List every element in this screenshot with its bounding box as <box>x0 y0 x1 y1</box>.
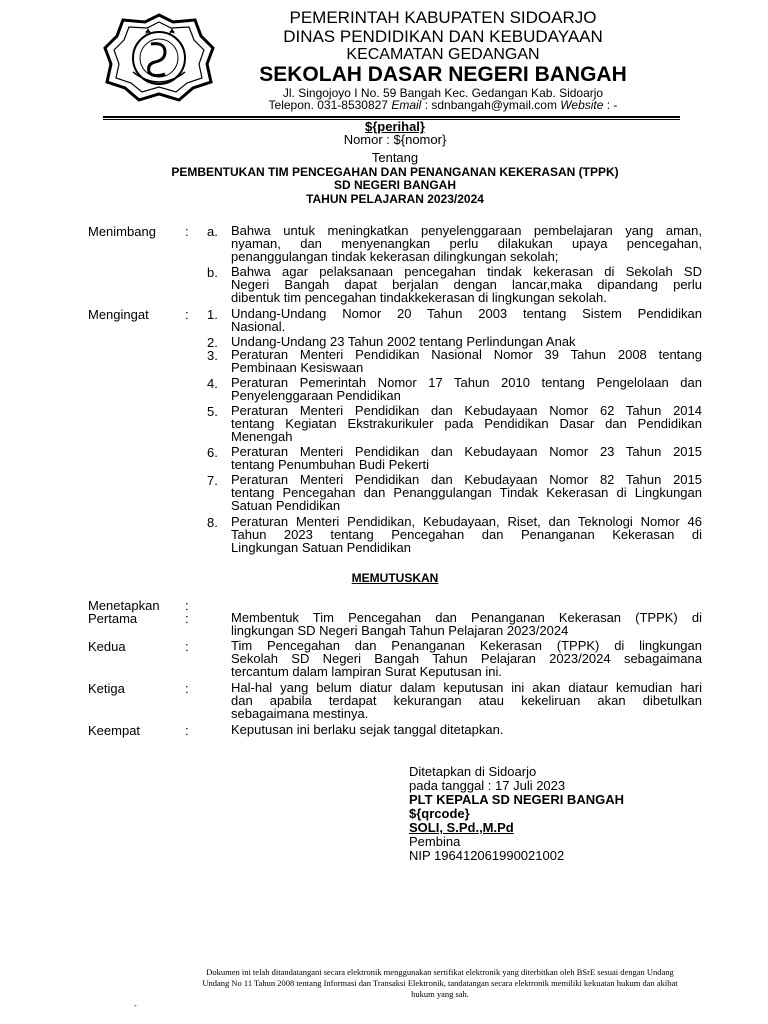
kedua-colon: : <box>185 639 189 654</box>
text-line: Bahwa untuk meningkatkan penyelenggaraan pembelajaran yang aman, <box>231 223 702 238</box>
text-line: penanggulangan tindak kekerasan dilingkungan sekolah; <box>231 249 559 264</box>
text-line: Sekolah SD Negeri Bangah Tahun Pelajaran 2023/2024 sebagaimana <box>231 651 702 666</box>
text-line: Peraturan Menteri Pendidikan dan Kebudayaan Nomor 23 Tahun 2015 <box>231 444 702 459</box>
menimbang-num-b: b. <box>207 265 218 280</box>
mengingat-label: Mengingat <box>88 307 149 322</box>
text-line: Peraturan Menteri Pendidikan, Kebudayaan, Riset, dan Teknologi Nomor 46 <box>231 514 702 529</box>
ketiga-colon: : <box>185 681 189 696</box>
signature-position: PLT KEPALA SD NEGERI BANGAH <box>409 792 624 807</box>
signature-nip: NIP 196412061990021002 <box>409 848 565 863</box>
text-line: tercantum dalam lampiran Surat Keputusan ini. <box>231 664 502 679</box>
kop-email-label: Email <box>391 98 422 112</box>
kop-line-kecamatan: KECAMATAN GEDANGAN <box>346 46 540 63</box>
kop-website-label: Website <box>560 98 604 112</box>
text-line: Membentuk Tim Pencegahan dan Penanganan Kekerasan (TPPK) di <box>231 610 702 625</box>
text-line: dan apabila terdapat kekurangan atau kekeliruan akan dibetulkan <box>231 693 702 708</box>
memutuskan-heading: MEMUTUSKAN <box>351 571 439 585</box>
pertama-label: Pertama <box>88 611 138 626</box>
text-line: Undang-Undang Nomor 20 Tahun 2003 tentang Sistem Pendidikan <box>231 306 702 321</box>
text-line: sebagaimana mestinya. <box>231 706 369 721</box>
ketiga-label: Ketiga <box>88 681 125 696</box>
text-line: Peraturan Pemerintah Nomor 17 Tahun 2010 tentang Pengelolaan dan <box>231 375 702 390</box>
mengingat-num-4: 4. <box>207 376 218 391</box>
footer-line: Undang No 11 Tahun 2008 tentang Informasi dan Transaksi Elektronik, tandatangan secara elektronik memiliki kekuatan hukum dan akibat <box>202 978 678 988</box>
keempat-text <box>231 723 702 736</box>
text-line: Lingkungan Satuan Pendidikan <box>231 540 411 555</box>
mengingat-colon: : <box>185 307 189 322</box>
esign-footer-note <box>155 967 725 1000</box>
pertama-colon: : <box>185 611 189 626</box>
kop-phone: Telepon. 031-8530827 <box>268 98 388 112</box>
mengingat-num-6: 6. <box>207 445 218 460</box>
mengingat-num-5: 5. <box>207 404 218 419</box>
tentang-label: Tentang <box>371 150 419 165</box>
text-line: tentang Kegiatan Ekstrakurikuler pada Pendidikan Dasar dan Pendidikan <box>231 416 702 431</box>
signature-name: SOLI, S.Pd.,M.Pd <box>409 820 514 835</box>
text-line: Peraturan Menteri Pendidikan Nasional Nomor 39 Tahun 2008 tentang <box>231 347 702 362</box>
text-line: Peraturan Menteri Pendidikan dan Kebudayaan Nomor 62 Tahun 2014 <box>231 403 702 418</box>
perihal-placeholder: ${perihal} <box>365 119 425 134</box>
text-line: Pembinaan Kesiswaan <box>231 360 364 375</box>
footer-line: Dokumen ini telah ditandatangani secara elektronik menggunakan sertifikat elektronik yang diterbitkan oleh BSrE sesuai dengan Undang <box>206 967 674 977</box>
mengingat-num-2: 2. <box>207 335 218 350</box>
decree-title-line3: TAHUN PELAJARAN 2023/2024 <box>306 192 484 206</box>
keempat-colon: : <box>185 723 189 738</box>
keempat-label: Keempat <box>88 723 141 738</box>
menetapkan-label: Menetapkan <box>88 598 160 613</box>
kop-website-value: : - <box>606 98 618 112</box>
mengingat-item-3 <box>231 348 702 374</box>
text-line: Tim Pencegahan dan Penanganan Kekerasan (TPPK) di lingkungan <box>231 638 702 653</box>
text-line: Satuan Pendidikan <box>231 498 341 513</box>
text-line: tentang Penumbuhan Budi Pekerti <box>231 457 430 472</box>
text-line: Bahwa agar pelaksanaan pencegahan tindak kekerasan di Sekolah SD <box>231 264 702 279</box>
text-line: dibentuk tim pencegahan tindakkekerasan di lingkungan sekolah. <box>231 290 607 305</box>
kedua-label: Kedua <box>88 639 126 654</box>
kop-line-pemerintah: PEMERINTAH KABUPATEN SIDOARJO <box>289 8 597 27</box>
school-seal-logo <box>103 12 215 102</box>
text-line: Undang-Undang 23 Tahun 2002 tentang Perlindungan Anak <box>231 334 576 349</box>
text-line: Menengah <box>231 429 293 444</box>
mengingat-item-8 <box>231 515 702 554</box>
mengingat-item-4 <box>231 376 702 402</box>
menimbang-item-a <box>231 224 702 263</box>
text-line: Peraturan Menteri Pendidikan dan Kebudayaan Nomor 82 Tahun 2015 <box>231 472 702 487</box>
text-line: Negeri Bangah dapat berjalan dengan lancar,maka dipandang perlu <box>231 277 702 292</box>
text-line: nyaman, dan menyenangkan perlu dilakukan upaya pencegahan, <box>231 236 702 251</box>
text-line: Keputusan ini berlaku sejak tanggal ditetapkan. <box>231 722 504 737</box>
signature-date: pada tanggal : 17 Juli 2023 <box>409 778 566 793</box>
mengingat-num-7: 7. <box>207 473 218 488</box>
menimbang-label: Menimbang <box>88 224 156 239</box>
text-line: Tahun 2023 tentang Pencegahan dan Penanganan Kekerasan di <box>231 527 702 542</box>
signature-qrcode-placeholder: ${qrcode} <box>409 806 470 821</box>
text-line: Hal-hal yang belum diatur dalam keputusan ini akan diataur kemudian hari <box>231 680 702 695</box>
menimbang-item-b <box>231 265 702 304</box>
text-line: tentang Pencegahan dan Penanggulangan Tindak Kekerasan di Lingkungan <box>231 485 702 500</box>
mengingat-item-7 <box>231 473 702 512</box>
kedua-text <box>231 639 702 678</box>
menimbang-colon: : <box>185 224 189 239</box>
mengingat-item-5 <box>231 404 702 443</box>
kop-line-dinas: DINAS PENDIDIKAN DAN KEBUDAYAAN <box>283 27 603 46</box>
footer-dash: - <box>134 1001 137 1010</box>
footer-line: hukum yang sah. <box>411 989 469 999</box>
ketiga-text <box>231 681 702 720</box>
mengingat-num-1: 1. <box>207 307 218 322</box>
menetapkan-colon: : <box>185 598 189 613</box>
letterhead-rule-thick <box>103 116 680 118</box>
kop-school-name: SEKOLAH DASAR NEGERI BANGAH <box>259 63 627 86</box>
mengingat-item-6 <box>231 445 702 471</box>
kop-address: Jl. Singojoyo I No. 59 Bangah Kec. Gedangan Kab. Sidoarjo <box>282 86 604 100</box>
text-line: Nasional. <box>231 319 286 334</box>
mengingat-item-1 <box>231 307 702 333</box>
text-line: lingkungan SD Negeri Bangah Tahun Pelajaran 2023/2024 <box>231 623 569 638</box>
kop-email-value: : sdnbangah@ymail.com <box>424 98 557 112</box>
decree-title-line2: SD NEGERI BANGAH <box>333 178 456 192</box>
pertama-text <box>231 611 702 637</box>
signature-rank: Pembina <box>409 834 461 849</box>
decree-title-line1: PEMBENTUKAN TIM PENCEGAHAN DAN PENANGANAN KEKERASAN (TPPK) <box>171 165 619 179</box>
menimbang-num-a: a. <box>207 224 218 239</box>
kop-contact <box>228 98 658 112</box>
mengingat-num-3: 3. <box>207 348 218 363</box>
signature-place: Ditetapkan di Sidoarjo <box>409 764 537 779</box>
text-line: Penyelenggaraan Pendidikan <box>231 388 401 403</box>
mengingat-num-8: 8. <box>207 515 218 530</box>
nomor-placeholder: Nomor : ${nomor} <box>343 132 447 147</box>
